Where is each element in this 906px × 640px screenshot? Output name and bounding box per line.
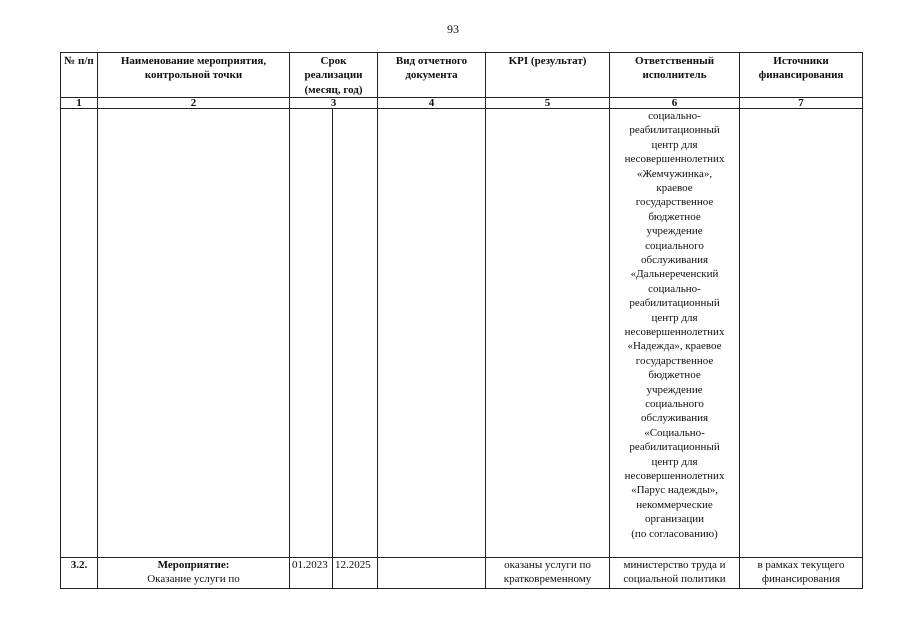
column-number: 5 <box>486 97 610 108</box>
column-number: 7 <box>740 97 863 108</box>
header-kpi: KPI (результат) <box>486 53 610 98</box>
cell-empty <box>378 108 486 557</box>
column-number-row <box>61 97 863 108</box>
header-responsible: Ответственный исполнитель <box>610 53 740 98</box>
responsible-continuation-cell <box>610 108 740 557</box>
column-number: 2 <box>98 97 290 108</box>
responsible-continuation-text: социально- реабилитационный центр для несовершеннолетних «Жемчужинка», краевое государственное бюджетное учреждение социального обслуживания «Дальнереченский социально- реабилитационный центр для несовершеннолетних «Надежда», краевое государственное бюджетное учреждение социального обслуживания «Социально- реабилитационный центр для несовершеннолетних «Парус надежды», некоммерческие организации (по согласованию) <box>624 109 725 540</box>
cell-empty <box>740 108 863 557</box>
header-number: № п/п <box>61 53 98 98</box>
cell-empty <box>290 108 333 557</box>
event-cell <box>98 557 290 588</box>
start-date: 01.2023 <box>290 557 333 588</box>
responsible-text: министерство труда и социальной политики <box>610 557 740 588</box>
plan-table <box>60 52 863 589</box>
column-number: 3 <box>290 97 378 108</box>
column-number: 6 <box>610 97 740 108</box>
header-event-name: Наименование мероприятия, контрольной точки <box>98 53 290 98</box>
end-date: 12.2025 <box>333 557 378 588</box>
cell-empty <box>98 108 290 557</box>
cell-empty <box>486 108 610 557</box>
column-number: 1 <box>61 97 98 108</box>
row-number: 3.2. <box>61 557 98 588</box>
funding-text: в рамках текущего финансирования <box>740 557 863 588</box>
header-funding: Источники финансирования <box>740 53 863 98</box>
header-report-doc: Вид отчетного документа <box>378 53 486 98</box>
continuation-row <box>61 108 863 557</box>
table-row-3-2 <box>61 557 863 588</box>
event-label: Мероприятие: <box>157 558 230 571</box>
cell-empty <box>61 108 98 557</box>
header-row <box>61 53 863 98</box>
event-text: Оказание услуги по <box>147 573 240 586</box>
cell-empty <box>333 108 378 557</box>
page-number: 93 <box>447 22 459 36</box>
column-number: 4 <box>378 97 486 108</box>
report-doc <box>378 557 486 588</box>
kpi-text: оказаны услуги по кратковременному <box>486 557 610 588</box>
header-period: Срок реализации (месяц, год) <box>290 53 378 98</box>
